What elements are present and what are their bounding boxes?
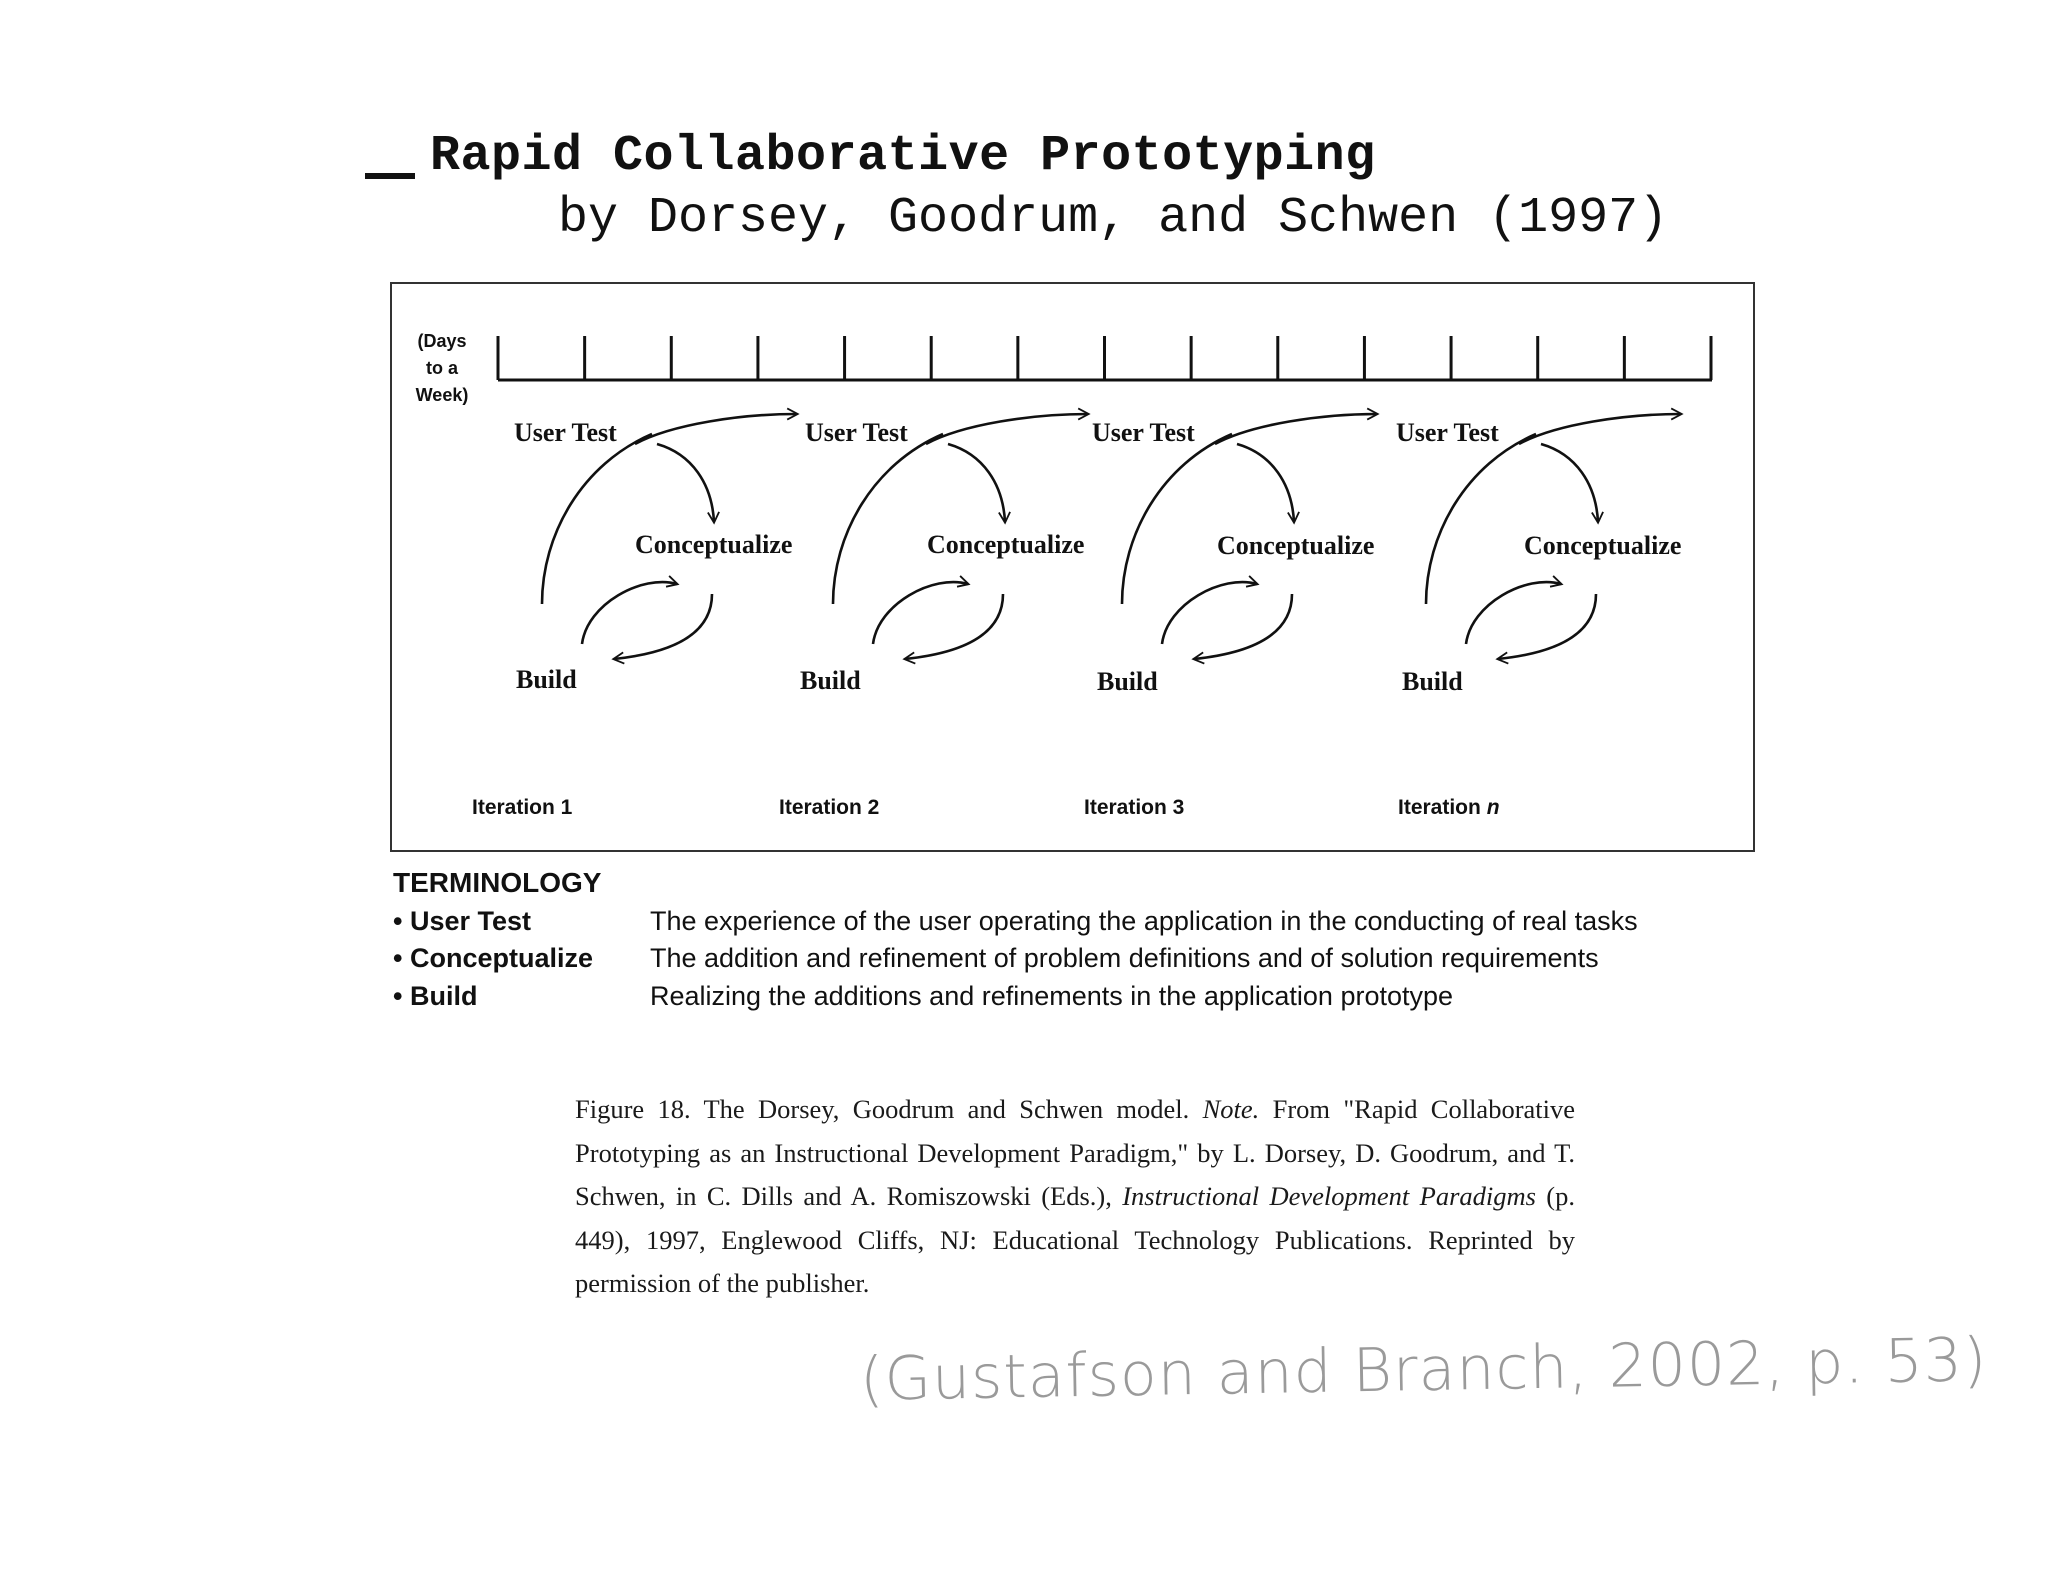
conceptualize-label: Conceptualize <box>635 530 793 559</box>
user-test-arrow <box>1215 414 1377 444</box>
user-test-arrow <box>926 414 1088 444</box>
iteration-label: Iteration n <box>1398 796 1500 819</box>
conceptualize-label: Conceptualize <box>1217 531 1375 560</box>
to-conceptualize-arrow <box>948 444 1005 522</box>
concept-to-build-arrow <box>905 594 1003 659</box>
big-cycle-arrow <box>1426 434 1536 604</box>
build-label: Build <box>1402 667 1463 696</box>
diagram-title: Rapid Collaborative Prototyping <box>430 128 1376 185</box>
diagram-frame <box>390 282 1755 852</box>
user-test-label: User Test <box>1092 418 1195 447</box>
build-label: Build <box>800 666 861 695</box>
term-definition: The experience of the user operating the application in the conducting of real tasks <box>650 906 1638 936</box>
build-label: Build <box>516 665 577 694</box>
conceptualize-label: Conceptualize <box>1524 531 1682 560</box>
term-name: • Build <box>393 981 478 1011</box>
to-conceptualize-arrow <box>1541 444 1598 522</box>
diagram-graphics <box>392 284 1757 854</box>
title-dash <box>365 173 415 179</box>
to-conceptualize-arrow <box>657 444 714 522</box>
build-to-concept-arrow <box>582 582 677 644</box>
timeline-axis <box>498 336 1712 380</box>
timeline-label: (Days to a Week) <box>415 331 469 405</box>
user-test-label: User Test <box>514 418 617 447</box>
user-test-arrow <box>1519 414 1681 444</box>
handwritten-citation: (Gustafson and Branch, 2002, p. 53) <box>859 1325 1988 1415</box>
iteration-label: Iteration 1 <box>472 796 573 819</box>
concept-to-build-arrow <box>614 594 712 659</box>
term-name: • User Test <box>393 906 532 936</box>
term-definition: The addition and refinement of problem definitions and of solution requirements <box>650 943 1599 973</box>
concept-to-build-arrow <box>1498 594 1596 659</box>
to-conceptualize-arrow <box>1237 444 1294 522</box>
concept-to-build-arrow <box>1194 594 1292 659</box>
big-cycle-arrow <box>1122 434 1232 604</box>
figure-caption: Figure 18. The Dorsey, Goodrum and Schwen model. Note. From "Rapid Collaborative Prototyping as an Instructional Development Paradigm," by L. Dorsey, D. Goodrum, and T. Schwen, in C. Dills and A. Romiszowski (Eds.), Instructional Development Paradigms (p. 449), 1997, Englewood Cliffs, NJ: Educational Technology Publications. Reprinted by permission of the publisher. <box>575 1094 1576 1298</box>
big-cycle-arrow <box>833 434 943 604</box>
build-to-concept-arrow <box>1466 582 1561 644</box>
conceptualize-label: Conceptualize <box>927 530 1085 559</box>
user-test-label: User Test <box>805 418 908 447</box>
build-to-concept-arrow <box>873 582 968 644</box>
term-definition: Realizing the additions and refinements in the application prototype <box>650 981 1454 1011</box>
diagram-subtitle: by Dorsey, Goodrum, and Schwen (1997) <box>558 190 1669 247</box>
terminology-heading: TERMINOLOGY <box>393 867 602 898</box>
big-cycle-arrow <box>542 434 652 604</box>
build-to-concept-arrow <box>1162 582 1257 644</box>
term-name: • Conceptualize <box>393 943 593 973</box>
user-test-label: User Test <box>1396 418 1499 447</box>
iteration-label: Iteration 2 <box>779 796 880 819</box>
user-test-arrow <box>635 414 797 444</box>
build-label: Build <box>1097 667 1158 696</box>
iteration-label: Iteration 3 <box>1084 796 1185 819</box>
